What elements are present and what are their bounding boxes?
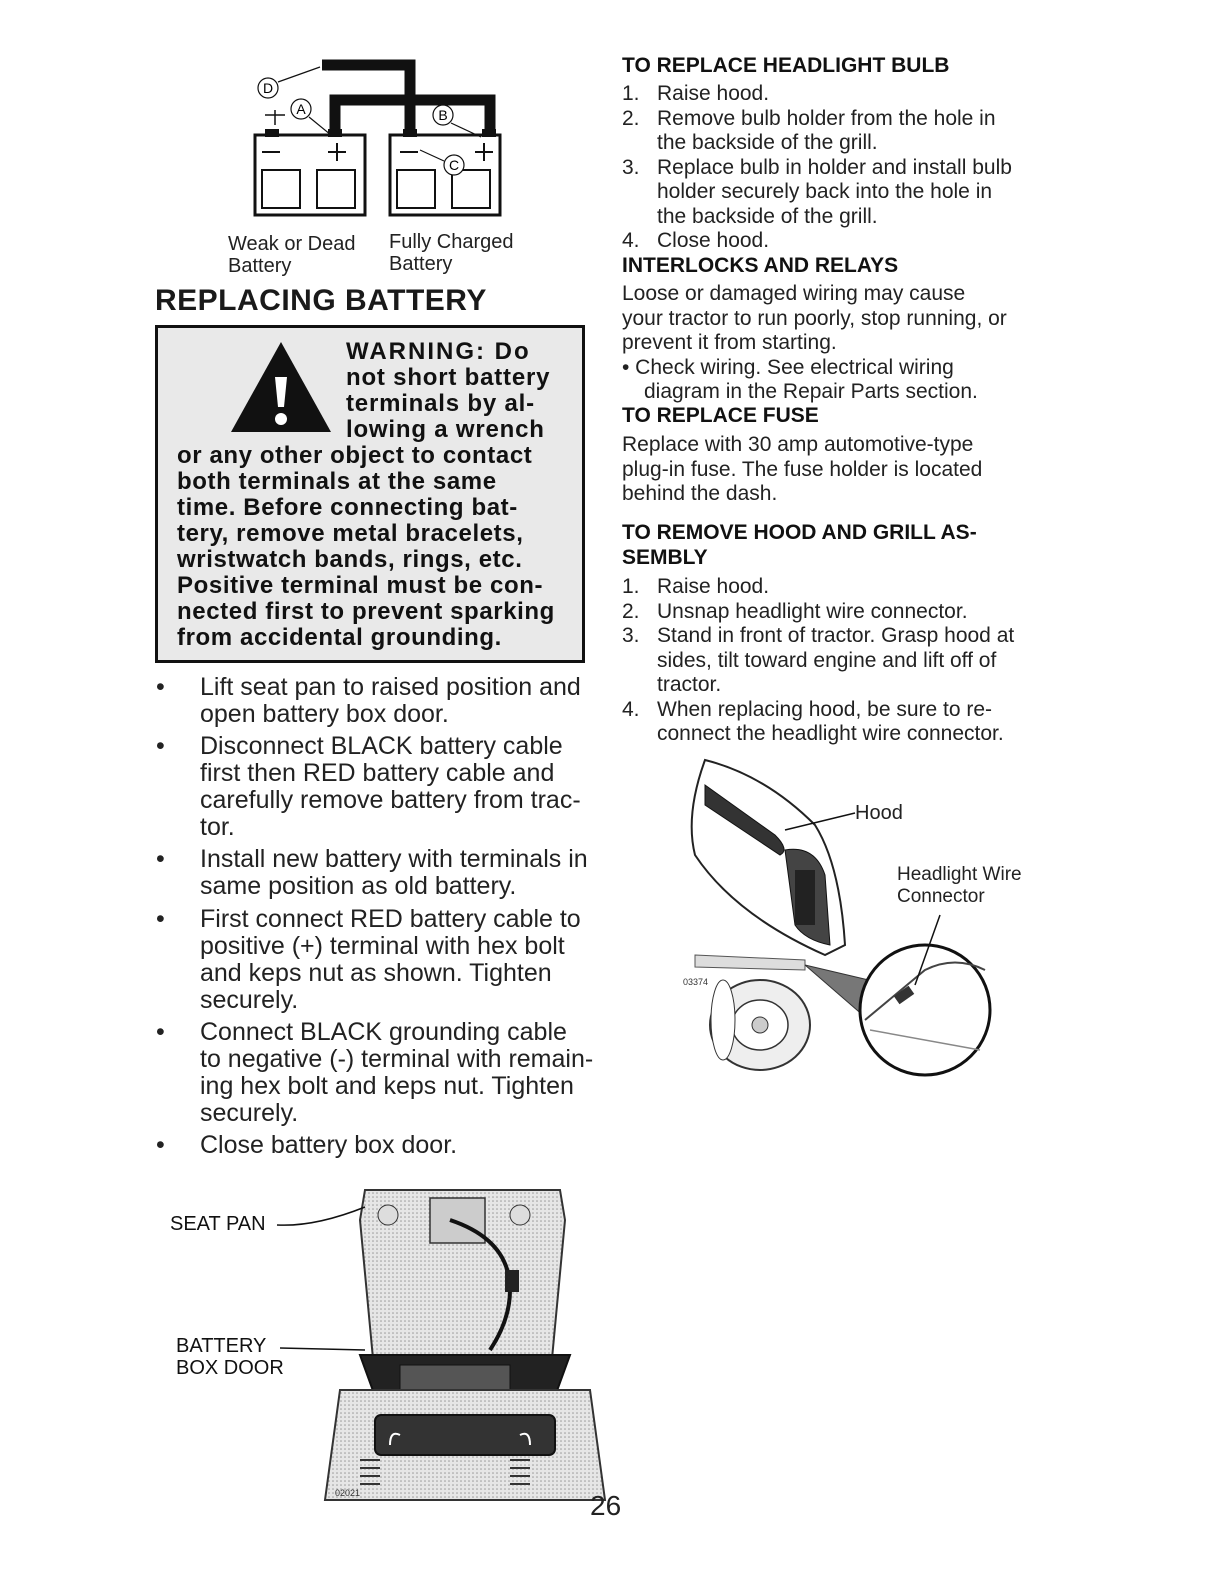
bullet: • [156,845,165,873]
bullet: • [156,905,165,933]
weak-battery-caption: Weak or Dead Battery [228,233,356,277]
hood-steps [622,575,1062,747]
interlocks-body: Loose or damaged wiring may cause your tractor to run poorly, stop running, or prevent it from starting. • Check wiring. See electrical wiring diagram in the Repair Parts section. [622,282,1007,403]
headlight-step: 2. Remove bulb holder from the hole in the backside of the grill. [622,106,996,154]
hood-step: 1. Raise hood. [622,575,770,598]
headlight-steps [622,82,1062,254]
fuse-body: Replace with 30 amp automotive-type plug-in fuse. The fuse holder is located behind the dash. [622,433,983,505]
seat-pan-leader-line [275,1205,375,1235]
headlight-step: 4. Close hood. [622,229,770,252]
seat-pan-label: SEAT PAN [170,1213,266,1235]
battery-step: • Lift seat pan to raised position and open battery box door. [156,673,581,728]
bullet: • [156,1131,165,1159]
charged-battery-caption: Fully Charged Battery [389,231,514,275]
hood-step: 3. Stand in front of tractor. Grasp hood at sides, tilt toward engine and lift off of tractor. [622,624,1015,696]
battery-step: • Install new battery with terminals in same position as old battery. [156,845,588,900]
bullet: • [156,1018,165,1046]
hood-illustration [675,755,1015,1085]
battery-step: • Close battery box door. [156,1131,458,1159]
headlight-connector-label: Headlight Wire Connector [897,864,1022,907]
headlight-title: TO REPLACE HEADLIGHT BULB [622,54,950,77]
headlight-step: 3. Replace bulb in holder and install bulb holder securely back into the hole in the backside of the grill. [622,155,1012,228]
fuse-title: TO REPLACE FUSE [622,404,819,427]
battery-box-leader-line [280,1340,370,1360]
battery-step: • Connect BLACK grounding cable to negative (-) terminal with remain- ing hex bolt and keps nut. Tighten securely. [156,1018,594,1127]
warning-heading-text: WARNING: Do not short battery terminals by al- lowing a wrench [346,338,551,443]
callout-a: A [296,101,306,117]
callout-b: B [438,107,448,123]
hood-part-code: 03374 [683,977,709,987]
hood-step: 2. Unsnap headlight wire connector. [622,599,968,623]
hood-label: Hood [855,802,903,824]
callout-d: D [262,80,274,96]
replacing-battery-title: REPLACING BATTERY [155,284,487,317]
warning-body-text: or any other object to contact both terminals at the same time. Before connecting bat- tery, remove metal bracelets, wristwatch bands, rings, etc. Positive terminal must be con- nected first to prevent sparking from accidental grounding. [177,442,555,651]
battery-step: • First connect RED battery cable to positive (+) terminal with hex bolt and keps nut as shown. Tighten securely. [156,905,581,1014]
hood-title: TO REMOVE HOOD AND GRILL AS- SEMBLY [622,521,977,569]
interlocks-title: INTERLOCKS AND RELAYS [622,254,899,277]
page-number: 26 [590,1490,622,1521]
hood-step: 4. When replacing hood, be sure to re- connect the headlight wire connector. [622,697,1004,745]
battery-step: • Disconnect BLACK battery cable first then RED battery cable and carefully remove battery from trac- tor. [156,732,581,841]
seat-part-code: 02021 [335,1488,361,1498]
bullet: • [156,732,165,760]
headlight-step: 1. Raise hood. [622,82,770,105]
bullet: • [156,673,165,701]
callout-c: C [448,157,460,173]
battery-jumper-diagram [235,55,525,225]
battery-box-door-label: BATTERY BOX DOOR [176,1335,284,1379]
warning-triangle-icon [226,337,336,437]
